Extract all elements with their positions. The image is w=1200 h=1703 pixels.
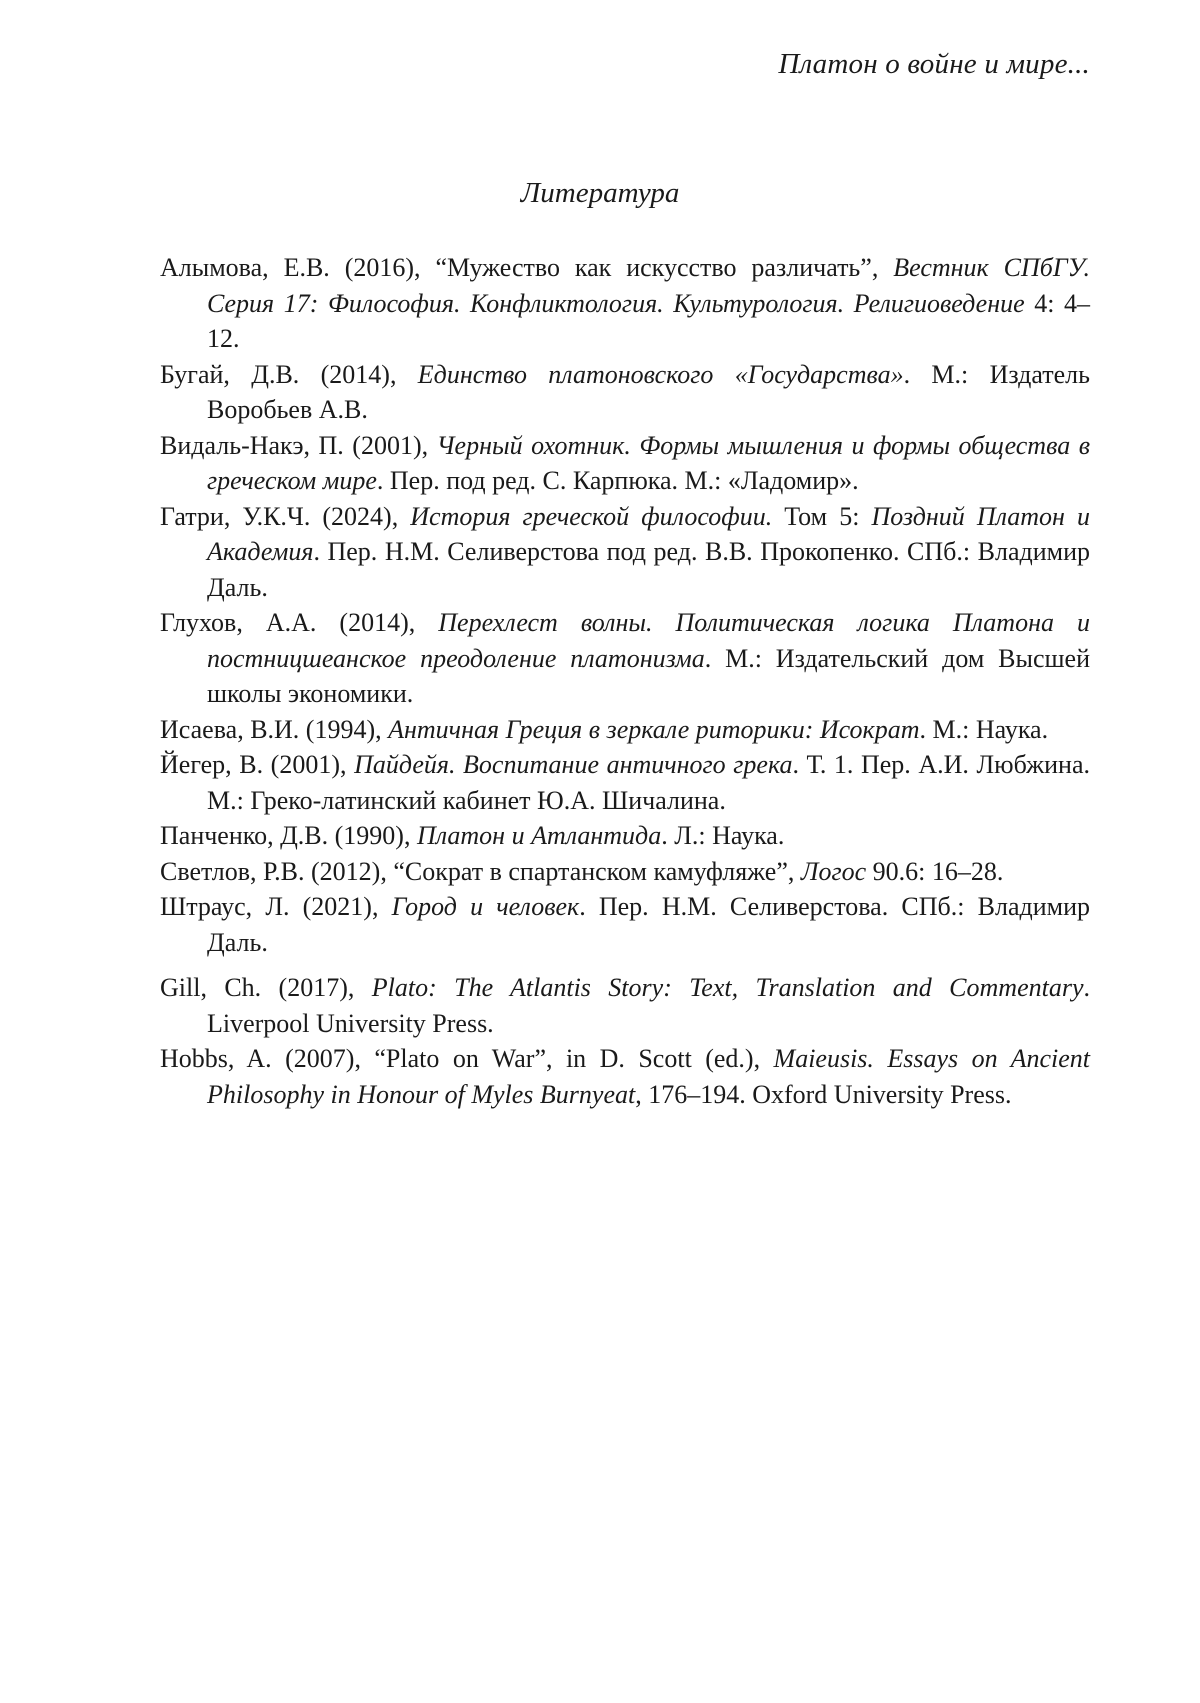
reference-lead: Светлов, Р.В. (2012), “Сократ в спартанском камуфляже”,: [160, 856, 801, 886]
reference-item: [160, 818, 1090, 854]
reference-item: [160, 970, 1090, 1041]
reference-lead: Gill, Ch. (2017),: [160, 973, 372, 1002]
reference-title: Платон и Атлантида: [416, 821, 662, 850]
reference-lead: Бугай, Д.В. (2014),: [160, 359, 418, 389]
reference-tail: . Liverpool University Press.: [207, 973, 1090, 1038]
reference-item: [160, 889, 1090, 960]
reference-item: [160, 357, 1090, 428]
reference-title: Черный охотник. Формы мышления и формы общества в греческом мире: [207, 430, 1090, 495]
reference-tail: . М.: Издатель Воробьев А.В.: [207, 359, 1091, 424]
reference-lead: Исаева, В.И. (1994),: [160, 714, 389, 744]
reference-title: Plato: The Atlantis Story: Text, Translation and Commentary: [371, 973, 1084, 1002]
reference-tail: 4: 4–12.: [207, 288, 1091, 353]
reference-lead: Гатри, У.К.Ч. (2024),: [160, 501, 411, 531]
reference-tail: . М.: Наука.: [919, 714, 1049, 744]
reference-item: [160, 250, 1090, 357]
reference-title: Единство платоновского «Государства»: [417, 359, 904, 389]
reference-tail: , 176–194. Oxford University Press.: [635, 1079, 1012, 1109]
reference-item: [160, 499, 1090, 606]
reference-lead: Панченко, Д.В. (1990),: [160, 821, 417, 850]
section-title: Литература: [520, 177, 680, 209]
reference-item: [160, 747, 1090, 818]
reference-lead: Йегер, В. (2001),: [160, 750, 355, 779]
reference-title: Город и человек: [391, 892, 580, 921]
reference-subtitle: Поздний Платон и Академия: [207, 501, 1090, 566]
reference-lead: Штраус, Л. (2021),: [160, 892, 392, 921]
reference-title: Пайдейя. Воспитание античного грека: [354, 750, 793, 779]
reference-item: [160, 428, 1090, 499]
reference-middle: Том 5:: [772, 501, 872, 531]
reference-tail: 90.6: 16–28.: [866, 856, 1004, 886]
reference-lead: Hobbs, A. (2007), “Plato on War”, in D. Scott (ed.),: [160, 1044, 774, 1073]
reference-item: [160, 854, 1090, 890]
running-header-title: Платон о войне и мире...: [778, 48, 1090, 80]
reference-title: Логос: [800, 856, 867, 886]
reference-tail: . Т. 1. Пер. А.И. Любжина. М.: Греко-латинский кабинет Ю.А. Шичалина.: [207, 750, 1090, 815]
reference-title: Maieusis. Essays on Ancient Philosophy in Honour of Myles Burnyeat: [207, 1044, 1090, 1109]
reference-item: [160, 1041, 1090, 1112]
reference-title: Перехлест волны. Политическая логика Платона и постницшеанское преодоление платонизма: [207, 608, 1090, 673]
reference-list: [160, 250, 1090, 1112]
reference-tail: . Пер. Н.М. Селиверстова под ред. В.В. Прокопенко. СПб.: Владимир Даль.: [207, 537, 1090, 602]
reference-title: Античная Греция в зеркале риторики: Исократ: [388, 714, 920, 744]
reference-tail: . Пер. под ред. С. Карпюка. М.: «Ладомир».: [376, 466, 859, 495]
reference-tail: . Л.: Наука.: [661, 821, 785, 850]
reference-lead: Алымова, Е.В. (2016), “Мужество как искусство различать”,: [160, 253, 894, 282]
reference-lead: Глухов, А.А. (2014),: [160, 608, 439, 637]
reference-tail: . М.: Издательский дом Высшей школы экономики.: [207, 643, 1090, 708]
reference-title: Вестник СПбГУ. Серия 17: Философия. Конфликтология. Культурология. Религиоведение: [207, 253, 1090, 318]
reference-item: [160, 605, 1090, 712]
reference-lead: Видаль-Накэ, П. (2001),: [160, 430, 437, 460]
reference-tail: . Пер. Н.М. Селиверстова. СПб.: Владимир Даль.: [207, 892, 1090, 957]
reference-item: [160, 712, 1090, 748]
reference-title: История греческой философии.: [410, 501, 773, 531]
